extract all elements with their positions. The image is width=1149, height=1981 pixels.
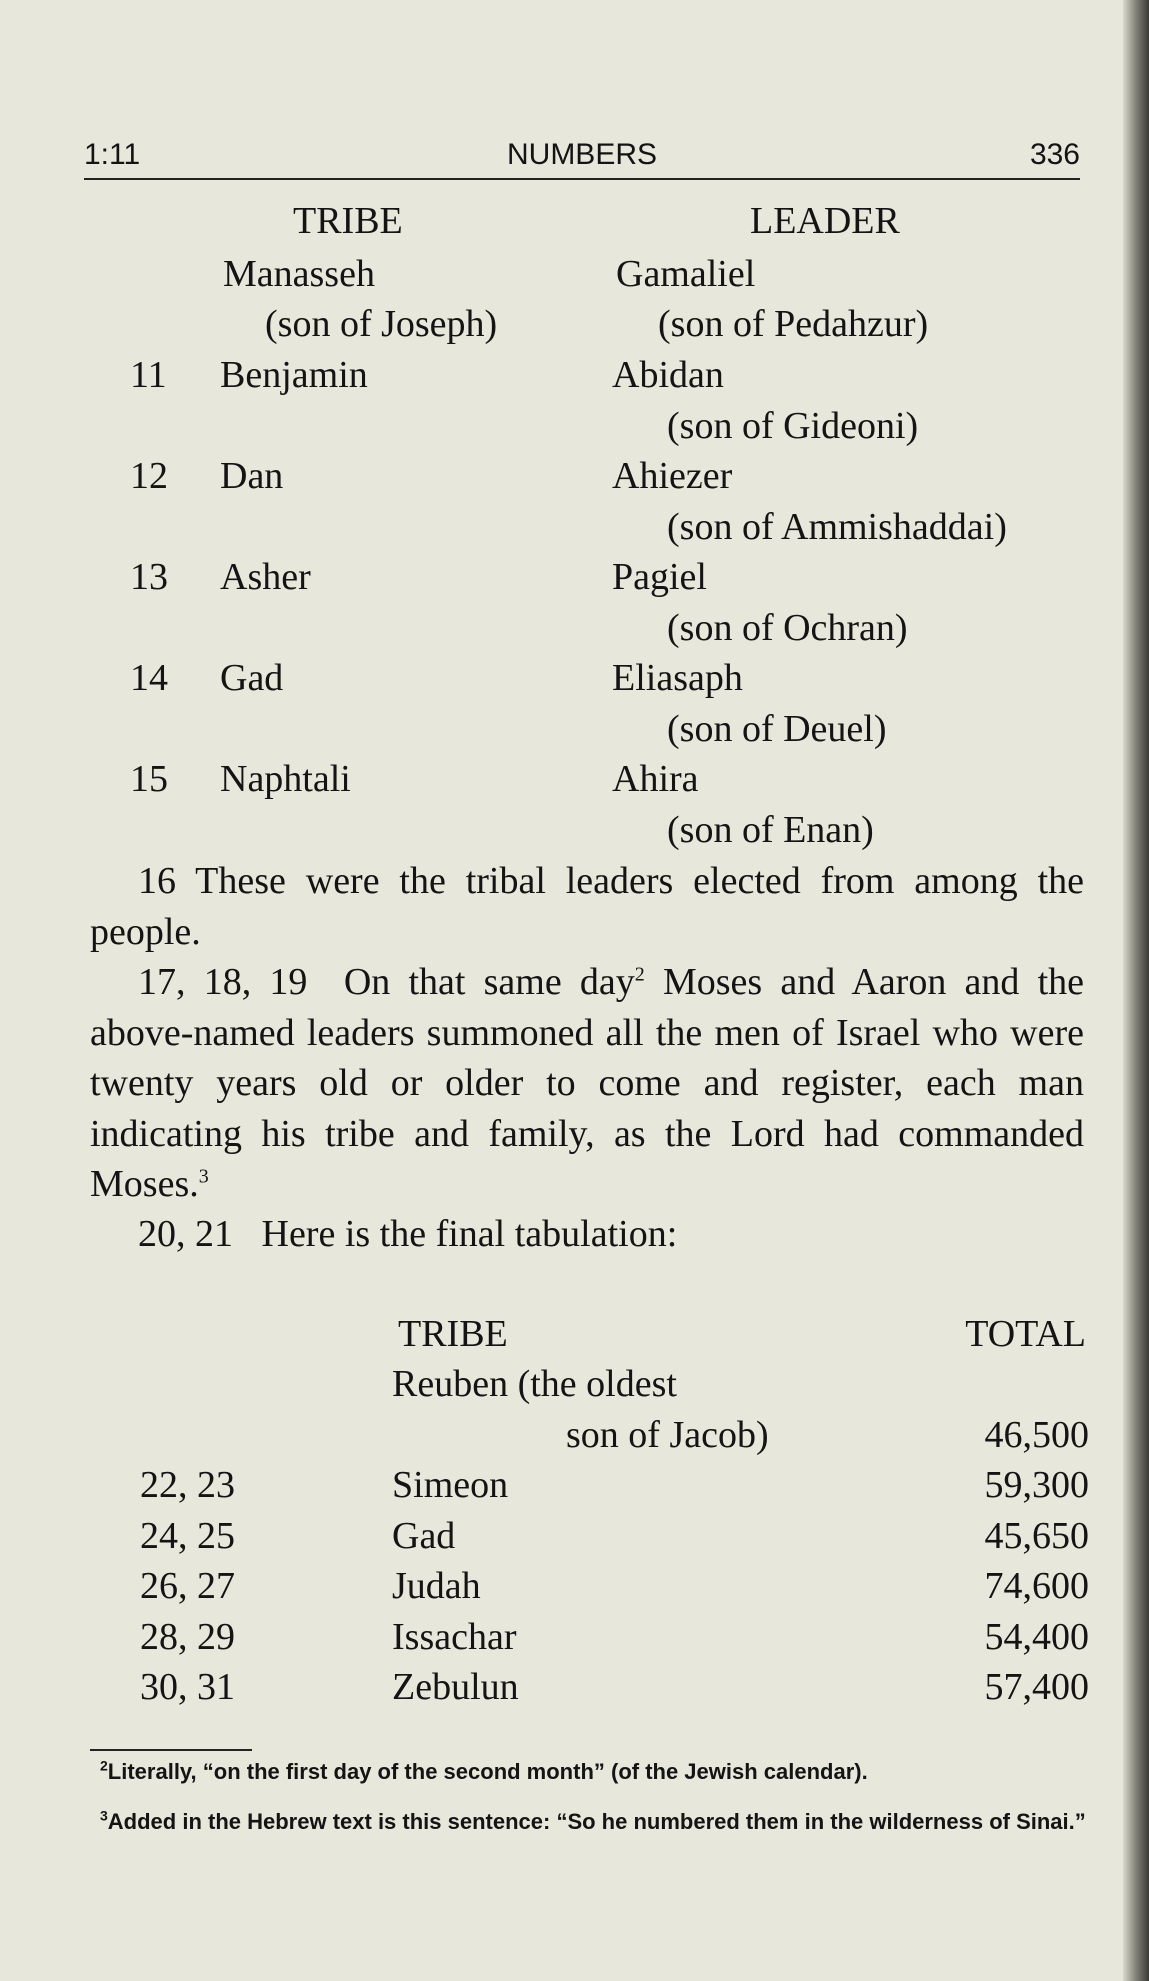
leader-cell: Gamaliel [616,253,756,295]
tribe-cell: Naphtali [220,758,351,800]
leader-cell: Eliasaph [612,657,743,699]
total-cell: 45,650 [984,1515,1089,1557]
col-header-tribe: TRIBE [293,200,403,242]
footnote-mark: 3 [100,1807,108,1824]
footnote-text: Added in the Hebrew text is this sentence: “So he numbered them in the wilderness of Sinai.” [107,1809,1086,1834]
tribe-cell: son of Jacob) [566,1414,769,1456]
leader-cell: Ahira [612,758,699,800]
footnote-ref: 3 [198,1165,209,1188]
verse-number: 20, 21 [138,1213,233,1255]
col-header-leader: LEADER [750,200,900,242]
paragraph-verse-20 [90,1209,1084,1260]
verse-number: 15 [130,758,168,800]
verse-number: 17, 18, 19 [138,961,308,1003]
paragraph-text: These were the tribal leaders elected from among the people. [90,860,1084,953]
verse-number: 26, 27 [140,1565,235,1607]
verse-number: 16 [138,860,176,902]
tribe-cell: Gad [392,1515,456,1557]
paragraph-verse-16 [90,856,1084,957]
footnote-mark: 2 [100,1757,108,1774]
tribe-cell: Zebulun [392,1666,519,1708]
tribe-cell: (son of Joseph) [265,303,498,345]
col-header-tribe: TRIBE [398,1313,508,1355]
page-edge-shadow [1123,0,1149,1981]
leader-cell: (son of Pedahzur) [658,303,929,345]
total-cell: 54,400 [984,1616,1089,1658]
verse-number: 28, 29 [140,1616,235,1658]
leader-cell: Ahiezer [612,455,733,497]
tribe-cell: Simeon [392,1464,509,1506]
footnote [100,1807,1090,1834]
tribe-cell: Issachar [392,1616,517,1658]
verse-number: 11 [130,354,167,396]
tribe-cell: Dan [220,455,284,497]
verse-number: 22, 23 [140,1464,235,1506]
paragraph-verse-17 [90,957,1084,1210]
running-header [84,138,1080,180]
tribe-cell: Gad [220,657,284,699]
total-cell: 59,300 [984,1464,1089,1506]
footnote [100,1757,1090,1784]
chapter-verse-ref: 1:11 [84,138,141,171]
verse-number: 13 [130,556,168,598]
leader-cell: (son of Ochran) [667,607,908,649]
tribe-cell: Manasseh [223,253,375,295]
tribe-cell: Judah [392,1565,481,1607]
leader-cell: (son of Gideoni) [667,405,919,447]
tribe-cell: Benjamin [220,354,368,396]
footnote-divider [90,1749,252,1751]
tribe-cell: Reuben (the oldest [392,1363,677,1405]
total-cell: 74,600 [984,1565,1089,1607]
leader-cell: Pagiel [612,556,707,598]
leader-cell: (son of Deuel) [667,708,887,750]
total-cell: 57,400 [984,1666,1089,1708]
footnote-text: Literally, “on the first day of the second month” (of the Jewish calendar). [107,1759,868,1784]
paragraph-text: Moses and Aaron and the above-named leaders summoned all the men of Israel who were twenty years old or older to come and register, each man indicating his tribe and family, as the Lord had commanded Moses. [90,961,1085,1205]
col-header-total: TOTAL [965,1313,1086,1355]
paragraph-text: Here is the final tabulation: [261,1213,678,1255]
leader-cell: Abidan [612,354,724,396]
verse-number: 24, 25 [140,1515,235,1557]
leader-cell: (son of Enan) [667,809,874,851]
verse-number: 30, 31 [140,1666,235,1708]
verse-number: 14 [130,657,168,699]
footnote-ref: 2 [634,963,645,986]
book-title: NUMBERS [506,138,657,171]
verse-number: 12 [130,455,168,497]
paragraph-text: On that same day [343,961,635,1003]
total-cell: 46,500 [984,1414,1089,1456]
leader-cell: (son of Ammishaddai) [667,506,1007,548]
tribe-cell: Asher [220,556,311,598]
page-number: 336 [1029,138,1080,171]
